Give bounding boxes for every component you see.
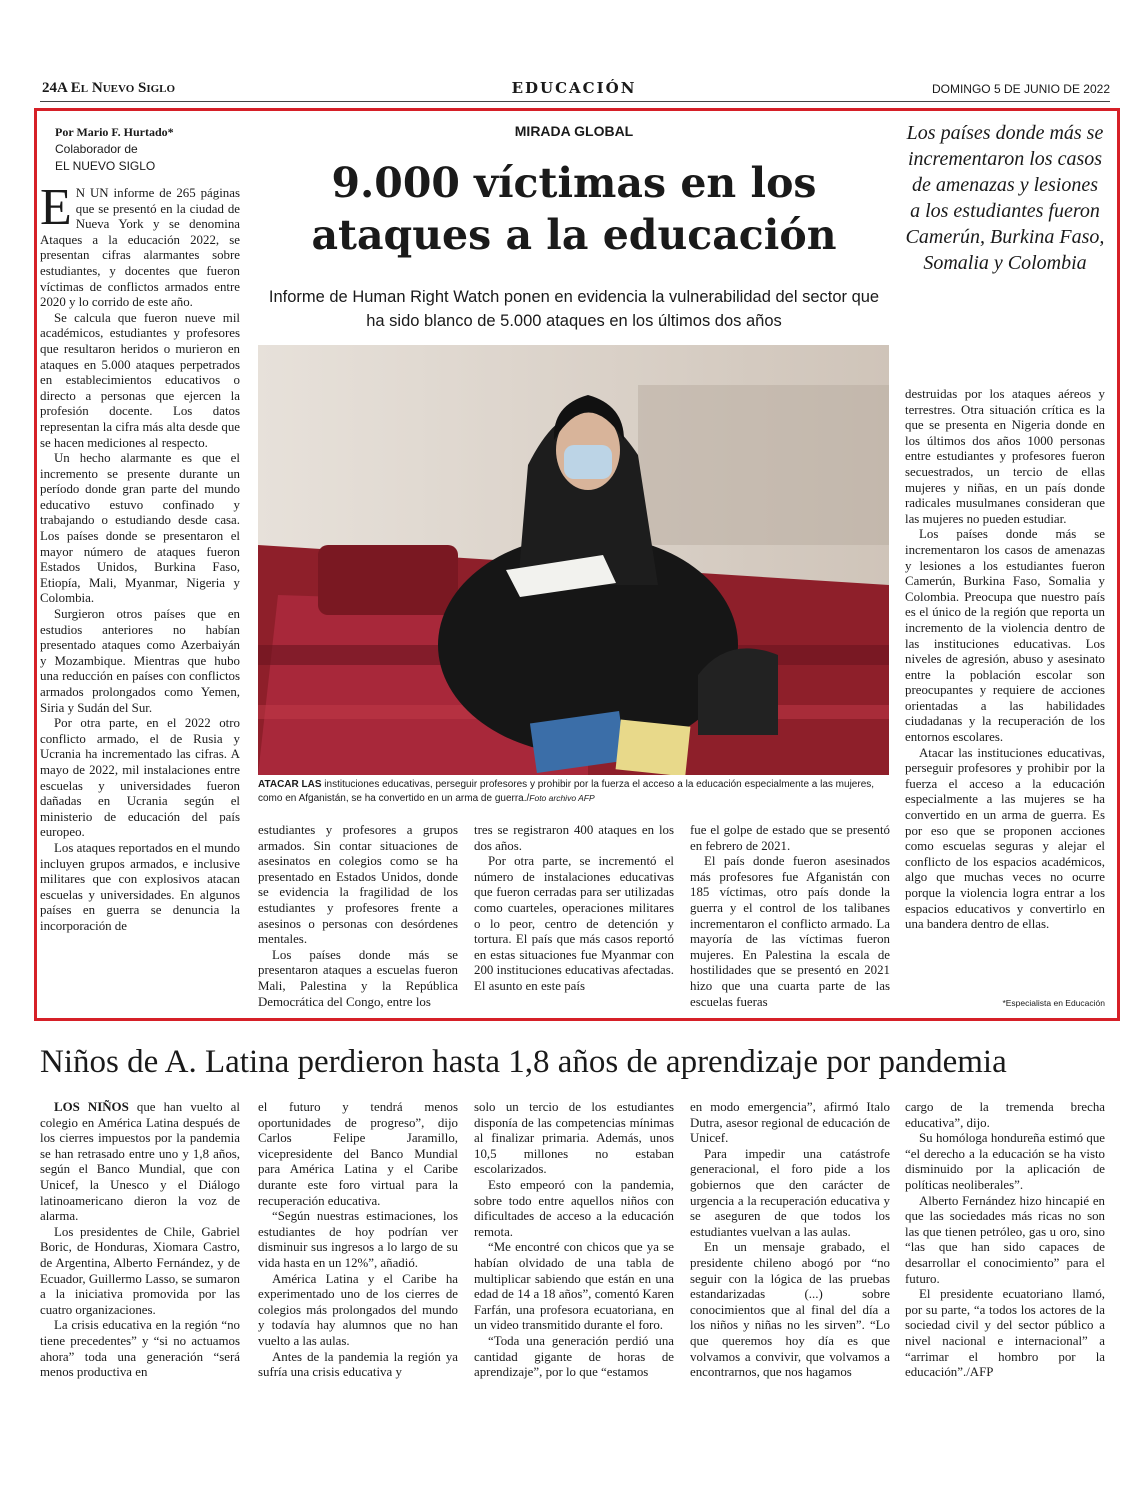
paragraph: En un mensaje grabado, el presidente chileno abogó por “no seguir con la lógica de las pruebas estandarizadas (...) sobre conocimientos que al final del día a los niños y niñas no les sirven”. “Lo que queremos hoy día es que volvamos a convivir, que volvamos a encontrarnos, que nos hagamos [690,1240,890,1380]
paragraph: La crisis educativa en la región “no tiene precedentes” y “si no actuamos ahora” toda una generación “será menos productiva en [40,1318,240,1380]
paragraph: Alberto Fernández hizo hincapié en que las sociedades más ricas no son las que tienen petróleo, gas u oro, sino “las que han sido capaces de desarrollar el conocimiento” para el futuro. [905,1193,1105,1286]
paragraph: Los países donde más se presentaron ataques a escuelas fueron Mali, Palestina y la República Democrática del Congo, entre los [258,947,458,1009]
paragraph: Surgieron otros países que en estudios anteriores no habían presentado ataques como Azerbaiyán y Mozambique. Mientras que hubo una reducción en países con conflictos armados prolongados como Yemen, Siria y Sudán del Sur. [40,607,240,715]
paragraph: en modo emergencia”, afirmó Italo Dutra, asesor regional de educación de Unicef. [690,1100,890,1146]
paragraph: “Según nuestras estimaciones, los estudiantes de hoy podrían ver disminuir sus ingresos a lo largo de su vida hasta en un 12%”, añadió. [258,1209,458,1270]
paragraph: Los presidentes de Chile, Gabriel Boric, de Honduras, Xiomara Castro, de Argentina, Alberto Fernández, y de Ecuador, Guillermo Lasso, se sumaron a la iniciativa promovida por las cuatro organizaciones. [40,1224,240,1317]
headline-2: Niños de A. Latina perdieron hasta 1,8 años de aprendizaje por pandemia [40,1044,1007,1080]
headline: 9.000 víctimas en los ataques a la educación [311,159,837,259]
subheadline: Informe de Human Right Watch ponen en evidencia la vulnerabilidad del sector que ha sido blanco de 5.000 ataques en los últimos dos años [268,288,880,330]
paragraph: E N UN informe de 265 páginas que se presentó en la ciudad de Nueva York y se denomina Ataques a la educación 2022, se presentan cifras alarmantes sobre estudiantes, y docentes que fueron víctimas de conflictos armados entre 2020 y lo corrido de este año. [40,179,240,310]
header-rule [40,101,1110,102]
pull-quote: Los países donde más se incrementaron los casos de amenazas y lesiones a los estudiantes fueron Camerún, Burkina Faso, Somalia y Colombia [905,122,1105,274]
author-paper: EL NUEVO SIGLO [55,159,156,173]
article2-column-3 [474,1100,674,1381]
article2-column-1 [40,1100,240,1381]
paragraph: “Me encontré con chicos que ya se habían olvidado de una tabla de multiplicar sabiendo que están en una edad de 14 a 18 años”, comentó Karen Farfán, una profesora ecuatoriana, en un video transmitido durante el foro. [474,1240,674,1333]
paragraph: Por otra parte, en el 2022 otro conflicto armado, el de Rusia y Ucrania ha incrementado las cifras. A mayo de 2022, mil instalaciones entre escuelas y universidades fueron dañadas en Ucrania según el ministerio de educación del país europeo. [40,716,240,840]
paragraph: fue el golpe de estado que se presentó en febrero de 2021. [690,823,890,853]
author-name: Por Mario F. Hurtado* [55,125,174,139]
article-column-4 [690,823,890,1010]
paragraph: Por otra parte, se incrementó el número de instalaciones educativas que fueron cerradas para ser utilizadas como cuarteles, operaciones militares o lo peor, centro de detención y tortura. El país que más casos reportó en estas situaciones fue Myanmar con 200 instituciones educativas afectadas. El asunto en este país [474,854,674,993]
paragraph: Su homóloga hondureña estimó que “el derecho a la educación se ha visto disminuido por la aplicación de políticas neoliberales”. [905,1131,1105,1192]
article-column-1 [40,179,240,935]
paragraph: estudiantes y profesores a grupos armados. Sin contar situaciones de asesinatos en colegios como se ha presentado en Estados Unidos, donde se evidencia la fragilidad de los estudiantes y profesores frente a asesinos o personas con desórdenes mentales. [258,823,458,947]
article-column-2 [258,823,458,1010]
paragraph: el futuro y tendrá menos oportunidades de progreso”, dijo Carlos Felipe Jaramillo, vicepresidente del Banco Mundial para América Latina y el Caribe durante este foro virtual para la recuperación educativa. [258,1100,458,1208]
paragraph: Antes de la pandemia la región ya sufría una crisis educativa y [258,1349,458,1380]
newspaper-name: El Nuevo Siglo [70,80,176,96]
paragraph: LOS NIÑOS que han vuelto al colegio en América Latina después de los cierres impuestos por la pandemia se han retrasado entre uno y 1,8 años, según el Banco Mundial, que con Unicef, la Unesco y el Diálogo latinoamericano dieron la voz de alarma. [40,1100,240,1224]
caption-text: instituciones educativas, perseguir profesores y prohibir por la fuerza el acceso a la educación especialmente a las mujeres, como en Afganistán, se ha convertido en un arma de guerra./ [258,779,875,804]
author-footnote: *Especialista en Educación [1002,998,1105,1008]
page-number: 24A [42,80,68,96]
paragraph: Atacar las instituciones educativas, perseguir profesores y prohibir por la fuerza el acceso a la educación especialmente a las mujeres se ha convertido en un arma de guerra. Es por eso que se proponen acciones como escuelas seguras y alejar el conflicto de los espacios académicos, algo que muchas veces no ocurre porque la violencia logra entrar a los espacios educativos y convertirlo en una bandera dentro de ellas. [905,745,1105,932]
paragraph: tres se registraron 400 ataques en los dos años. [474,823,674,853]
paragraph: Para impedir una catástrofe generacional, el foro pide a los gobiernos que den carácter de urgencia a la recuperación educativa y se aseguren de que todos los estudiantes vuelvan a las aulas. [690,1146,890,1239]
paragraph: Esto empeoró con la pandemia, sobre todo entre aquellos niños con dificultades de acceso a la educación remota. [474,1177,674,1239]
article-photo [258,345,889,775]
paragraph: solo un tercio de los estudiantes disponía de las competencias mínimas al finalizar primaria. Además, unos 10,5 millones no estaban escolarizados. [474,1100,674,1177]
paragraph: El presidente ecuatoriano llamó, por su parte, “a todos los actores de la sociedad civil y del sector público a nivel nacional e internacional” a “arrimar el hombro por la educación”./AFP [905,1287,1105,1380]
article-column-3 [474,823,674,995]
photo-caption [258,778,889,805]
kicker: MIRADA GLOBAL [514,123,634,139]
lead-in: LOS NIÑOS [54,1100,129,1114]
photo-illustration [258,345,889,775]
section-title: EDUCACIÓN [511,79,637,97]
issue-date: DOMINGO 5 DE JUNIO DE 2022 [931,82,1110,96]
paragraph: “Toda una generación perdió una cantidad gigante de horas de aprendizaje”, por lo que “estamos [474,1333,674,1380]
paragraph: El país donde fueron asesinados más profesores fue Afganistán con 185 víctimas, otro país donde la guerra y el control de los talibanes incrementaron el conflicto armado. La mayoría de las víctimas fueron mujeres. En Palestina la escala de hostilidades que se presentó en 2021 hizo que una cuarta parte de las escuelas fueras [690,854,890,1009]
paragraph: Los países donde más se incrementaron los casos de amenazas y lesiones a los estudiantes fueron Camerún, Burkina Faso, Somalia y Colombia. Preocupa que nuestro país es el único de la región que reporta un incremento de la violencia dentro de las instituciones educativas. Los niveles de agresión, abuso y asesinato entre la población escolar son preocupantes y requiere de acciones orientadas a las habilidades ciudadanas y la recuperación de los entornos escolares. [905,527,1105,745]
article2-column-5 [905,1100,1105,1381]
photo-credit: Foto archivo AFP [529,792,595,803]
byline [55,124,255,175]
paragraph: Se calcula que fueron nueve mil académicos, estudiantes y profesores que resultaron heridos o murieron en ataques en 5.000 ataques perpetrados en establecimientos educativos o directo a personas que ejercen la profesión docente. Los datos representan la cifra más alta desde que se hacen mediciones al respecto. [40,310,240,450]
article2-column-4 [690,1100,890,1381]
paragraph: cargo de la tremenda brecha educativa”, dijo. [905,1100,1105,1130]
article2-column-2 [258,1100,458,1381]
article-column-5 [905,387,1105,933]
paragraph: destruidas por los ataques aéreos y terrestres. Otra situación crítica es la que se presenta en Nigeria donde en los últimos dos años 1000 personas entre estudiantes y profesores fueron secuestrados, un tercio de ellas mujeres y niñas, en un país donde radicales musulmanes consideran que las mujeres no pueden estudiar. [905,387,1105,526]
author-role: Colaborador de [55,142,138,156]
caption-lead: ATACAR LAS [258,779,322,790]
paragraph: Los ataques reportados en el mundo incluyen grupos armados, e inclusive militares que con explosivos atacan escuelas y universidades. En algunos países en guerra se denuncia la incorporación de [40,840,240,933]
paragraph: América Latina y el Caribe ha experimentado uno de los cierres de colegios más prolongados del mundo y todavía hay alumnos que no han vuelto a las aulas. [258,1271,458,1348]
paragraph: Un hecho alarmante es que el incremento se presente durante un período donde gran parte del mundo educativo estuvo confinado y trabajando o estudiando desde casa. Los países donde se presentaron el mayor número de ataques fueron Estados Unidos, Burkina Faso, Etiopía, Mali, Myanmar, Nigeria y Colombia. [40,451,240,606]
drop-cap: E [40,179,72,236]
